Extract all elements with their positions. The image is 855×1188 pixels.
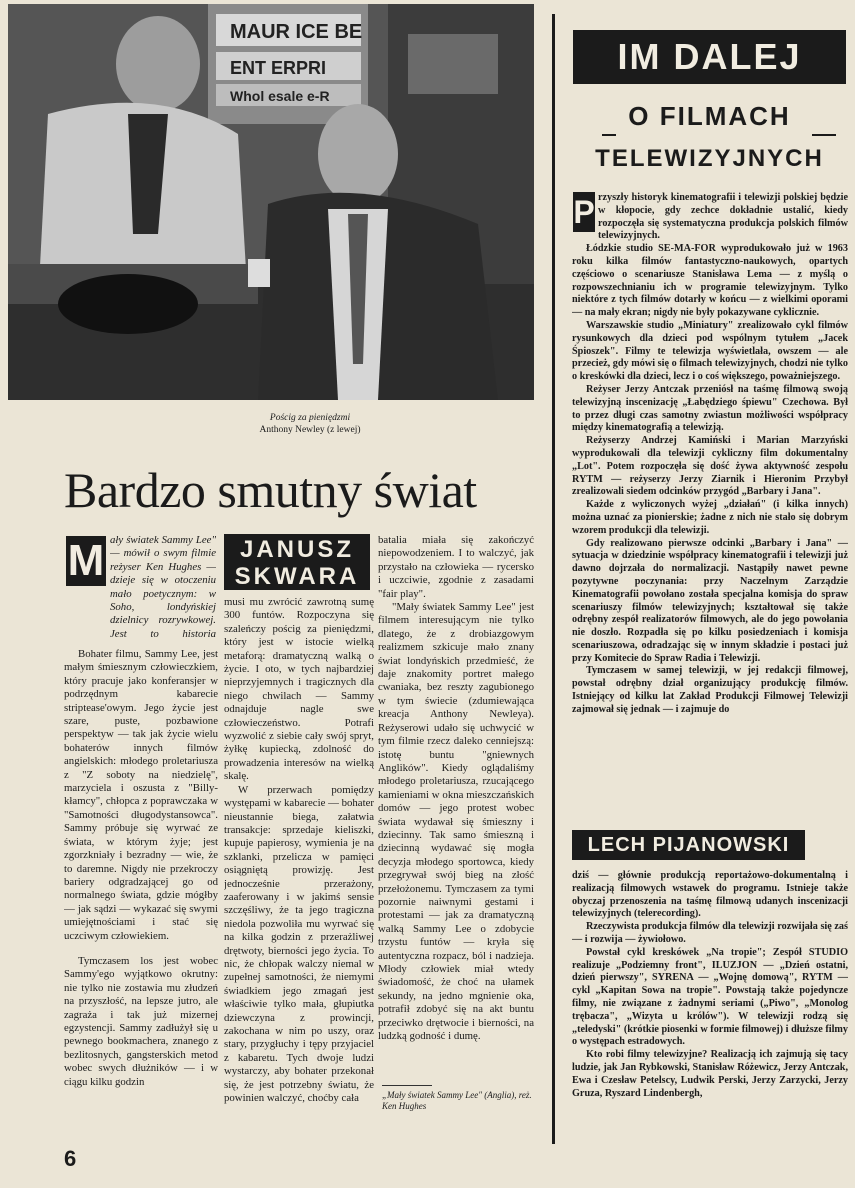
subtitle-rule-left	[602, 134, 616, 136]
paragraph-3: musi mu zwrócić zawrotną sumę 300 funtów. Rozpoczyna się szaleńczy pościg za pieniędzmi, który jest w istocie wielką metaforą: dramatyczną walką o życie. I oto, w tych najbardziej nieprzyjemnych i tragicznych dla niego chwilach — Sammy odnajduje nagle swe człowieczeństwo. Potrafi wyzwolić z siebie cały swój spryt, żyłkę kupiecką, zdolność do prowadzenia interesów na wielką skalę.	[224, 596, 374, 783]
article-headline: Bardzo smutny świat	[64, 462, 477, 518]
photo-caption-title: Pościg za pieniędzmi	[269, 413, 351, 423]
right-paragraph-1: rzyszły historyk kinematografii i telewizji polskiej będzie w kłopocie, gdy zechce dokładnie ustalić, kiedy rozpoczęła się systematyczna produkcja polskich filmów telewizyjnych.	[598, 192, 848, 242]
sign-text-3: Whol esale e-R	[230, 88, 330, 104]
right-author-byline: LECH PIJANOWSKI	[572, 830, 805, 860]
paragraph-5: batalia miała się zakończyć niepowodzeniem. I to walczyć, jak przystało na człowieka — rycersko i uczciwie, zgodnie z zasadami "fair play".	[378, 534, 534, 600]
right-article-subtitle-2: TELEWIZYJNYCH	[595, 145, 824, 172]
article-intro	[110, 534, 216, 642]
right-article-column-2	[572, 870, 848, 1160]
sign-text-1: MAUR ICE BE	[230, 21, 363, 43]
photo-caption	[210, 412, 410, 436]
article-column-3	[378, 534, 534, 1082]
right-article-banner: IM DALEJ	[573, 30, 846, 84]
film-still-photo	[8, 4, 534, 400]
subtitle-rule-right	[812, 134, 836, 136]
page-number: 6	[64, 1146, 77, 1171]
right-paragraph-12: Kto robi filmy telewizyjne? Realizacją ich zajmują się tacy ludzie, jak Jan Rybkowski, Stanisław Różewicz, Jerzy Antczak, Ewa i Czesław Petelscy, Ludwik Perski, Jerzy Zarzycki, Jerzy Gruza, Ryszard Lindenbergh,	[572, 1049, 848, 1099]
drop-cap-left: M	[67, 536, 105, 585]
paragraph-4: W przerwach pomiędzy występami w kabarecie — bohater nieustannie biega, załatwia transakcje: sprzedaje kieliszki, kupuje papierosy, wymienia je na szklanki, przelicza w pamięci osiągniętą prowizję. Jest jednocześnie przerażony, zaaferowany i w jakimś sensie szczęśliwy, że ta jego tragiczna niedola pozwoliła mu wyrwać się na kilka godzin z przerażliwej drętwoty, bierności jego życia. To nic, że chłopak walczy niemal w zupełnej samotności, że niemymi świadkiem jego zmagań jest właściwie tylko mała, głupiutka dziewczyna z prowincji, zakochana w nim po uszy, oraz stary, przygłuchy i tępy przyjaciel z kabaretu. Tych dwoje ludzi wystarczy, aby bohater przekonał się, że jest potrzebny światu, że powinien walczyć, choćby cała	[224, 783, 374, 1105]
right-paragraph-9: dziś — głównie produkcją reportażowo-dokumentalną i realizacją filmowych wstawek do programu. Istnieje także obyczaj przenoszenia na taśmę filmową udanych inscenizacji telewizyjnych (telerecording).	[572, 870, 848, 920]
right-paragraph-4: Reżyser Jerzy Antczak przeniósł na taśmę filmową swoją telewizyjną inscenizację „Łabędziego śpiewu" Czechowa. Był to przez długi czas samotny zwiastun możliwości współpracy między kinematografią a telewizją.	[572, 383, 848, 434]
drop-cap-right: P	[573, 194, 595, 230]
right-paragraph-5: Reżyserzy Andrzej Kamiński i Marian Marzyński wyprodukowali dla telewizji cykliczny film dokumentalny „Lot". Potem rozpoczęła się dość żywa aktywność zespołu RYTM — reżyserzy Jerzy Ziarnik i Hieronim Przybył zrealizowali siedem odcinków przygód „Barbary i Jana".	[572, 435, 848, 498]
paragraph-1: Bohater filmu, Sammy Lee, jest małym śmiesznym człowieczkiem, który pracuje jako konferansjer w podrzędnym kabarecie striptease'owym. Jego życie jest szare, puste, pozbawione perspektyw — tak jak życie wielu bohaterów innych filmów angielskich: młodego proletariusza z "Z soboty na niedzielę", marzyciela i oszusta z "Billy-kłamcy", chłopca z poprawczaka w "Samotności długodystansowca". Sammy próbuje się wyrwać ze świata, w którym żyje; jest zgorzkniały i bezradny — wie, że to daremne. Nigdy nie przekroczy bariery odgradzającej go od normalnego świata, gdzie mógłby — jak sądzi — wykazać się swymi umiejętnościami i stać się uczciwym człowiekiem.	[64, 648, 218, 942]
right-paragraph-10: Rzeczywista produkcja filmów dla telewizji rozwijała się zaś — i rozwija — żywiołowo.	[572, 921, 848, 945]
footnote-rule	[382, 1085, 432, 1086]
column-divider	[552, 14, 555, 1144]
right-paragraph-7: Gdy realizowano pierwsze odcinki „Barbary i Jana" — sytuacja w dziedzinie współpracy kinematografii i telewizji już dawno dojrzała do normalizacji. Nastąpiły nawet pewne pozytywne poczynania: przy Naczelnym Zarządzie Kinematografii powołano została specjalna komisja do spraw scenariuszy filmów telewizyjnych; kształtował się także odrębny zespół realizatorów filmowych, ale do jego powołania nie doszło. Rozpadła się po kilku posiedzeniach i komisja scenariuszowa, odradzając się w innym składzie i postaci już przy Komitecie do Spraw Radia i Telewizji.	[572, 537, 848, 664]
right-paragraph-2: Łódzkie studio SE-MA-FOR wyprodukowało już w 1963 roku kilka filmów fantastyczno-naukowych, opartych częściowo o scenariusze Stanisława Lema — z myślą o rozpowszechnianiu ich w programie telewizyjnym. Tylko niektóre z tych filmów dotarły w końcu — z wielkimi oporami — na mały ekran; nigdy nie były pokazywane cyklicznie.	[572, 243, 848, 319]
right-article-column-1	[572, 192, 848, 814]
right-paragraph-6: Każde z wyliczonych wyżej „działań" (i kilka innych) można uznać za pionierskie; żadne z nich nie stało się dobrym wzorem produkcji dla telewizji.	[572, 499, 848, 536]
sign-text-2: ENT ERPRI	[230, 58, 327, 78]
paragraph-2: Tymczasem los jest wobec Sammy'ego wyjątkowo okrutny: nie tylko nie zostawia mu złudzeń na przyszłość, na lepsze jutro, ale zagraża i tak już mizernej egzystencji. Sammy zadłużył się u pewnego bookmachera, znanego z bezlitosnych, gangsterskich metod wobec swych dłużników — i w ciągu kilku godzin	[64, 954, 218, 1088]
intro-text: ały światek Sammy Lee" — mówił o swym filmie reżyser Ken Hughes — dzieje się w otoczeniu mało poetycznym: w Soho, londyńskiej dzielnicy rozrywkowej. Jest to historia	[110, 534, 216, 640]
right-article-subtitle-1: O FILMACH	[628, 101, 791, 131]
photo-illustration	[8, 4, 534, 400]
right-paragraph-8: Tymczasem w samej telewizji, w jej redakcji filmowej, powstał odrębny dział organizujący produkcję filmów. Istniejący od kilku lat Zakład Produkcji Filmowej Telewizji zajmował się jednak — i zajmuje do	[572, 665, 848, 715]
film-footnote: „Mały światek Sammy Lee" (Anglia), reż. Ken Hughes	[382, 1090, 532, 1111]
right-paragraph-3: Warszawskie studio „Miniatury" zrealizowało cykl filmów rysunkowych dla dzieci pod wspólnym tytułem „Jacek Śpioszek". Filmy te telewizja wyświetlała, owszem — ale przecież, gdy mówi się o filmach telewizyjnych, chodzi nie tylko o kreskówki dla dzieci, lecz i o coś większego, poważniejszego.	[572, 319, 848, 383]
author-byline: JANUSZ SKWARA	[224, 534, 370, 590]
photo-caption-credit: Anthony Newley (z lewej)	[259, 425, 361, 435]
paragraph-6: "Mały światek Sammy Lee" jest filmem interesującym nie tylko dlatego, że z drobiazgowym realizmem szkicuje mało znany świat londyńskich przedmieść, że daje znakomity portret małego cwaniaka, bez reszty zagubionego w tym świecie (zdumiewająca kreacja Anthony Newleya). Reżyserowi udało się uchwycić w tym filmie rzecz daleko cenniejszą: istotę buntu "gniewnych Anglików". Kiedy oglądaliśmy młodego proletariusza, rzucającego kamieniami w okna mieszczańskich domów — jego protest wobec świata wydawał się śmieszny i dziecinny. Tak samo śmieszną i dziecinną wydawać się mogła decyzja młodego sportowca, kiedy przegrywał swój bieg na złość przełożonemu. Tymczasem za tymi pozornie naiwnymi gestami i protestami — jak za dramatyczną walką Sammy Lee o zdobycie trzystu funtów — kryła się autentyczna rozpacz, ból i nadzieja. Młody człowiek miał wtedy świadomość, że choć na ułamek sekundy, na jedno mgnienie oka, potrafił zdobyć się na akt buntu przeciwko drętwocie i bierności, na ludzką godność i dumę.	[378, 601, 534, 1043]
article-column-1	[64, 648, 218, 1103]
right-paragraph-11: Powstał cykl kreskówek „Na tropie"; Zespół STUDIO realizuje „Podziemny front", ILUZJON — „Dzień ostatni, dzień pierwszy", SYRENA — „Wojnę domową", RYTM — cykl „Kapitan Sowa na tropie". Powstają także pojedyncze filmy, nie związane z żadnymi seriami („Piwo", „Monolog trębacza", „Wizyta u królów"). W telewizji rodzą się „teledyski" (krótkie piosenki w formie filmowej) i dłuższe filmy o występach estradowych.	[572, 946, 848, 1048]
article-column-2	[224, 596, 374, 1106]
